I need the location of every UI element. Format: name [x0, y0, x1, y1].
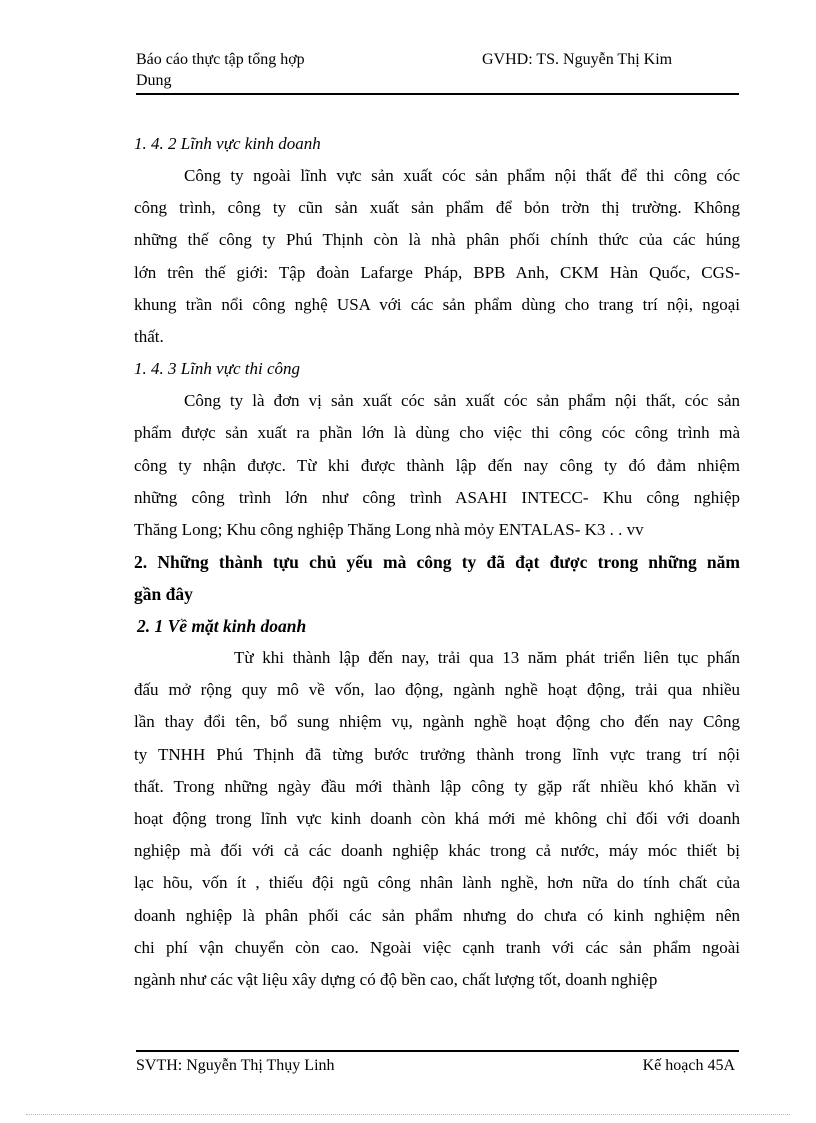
paragraph-line: thất. Trong những ngày đầu mới thành lập công ty gặp rất nhiều khó khăn vì: [134, 776, 740, 796]
paragraph-line: hoạt động trong lĩnh vực kinh doanh còn khá mới mẻ không chỉ đối với doanh: [134, 809, 740, 828]
paragraph-line: Công ty là đơn vị sản xuất cóc sản xuất cóc sản phẩm nội thất, cóc sản: [184, 391, 740, 411]
paragraph-line: thất.: [134, 326, 164, 346]
paragraph-line: phẩm được sản xuất ra phần lớn là dùng cho việc thi công cóc công trình mà: [134, 423, 740, 443]
paragraph-line: lần thay đổi tên, bổ sung nhiệm vụ, ngành nghề hoạt động cho đến nay Công: [134, 712, 740, 732]
header-report-title-line2: Dung: [136, 72, 172, 89]
footer-class: Kế hoạch 45A: [642, 1057, 735, 1074]
paragraph-line: lạc hõu, vốn ít , thiếu đội ngũ công nhân lành nghề, hơn nữa do tính chất của: [134, 873, 740, 893]
paragraph-line: đấu mở rộng quy mô về vốn, lao động, ngành nghề hoạt động, trải qua nhiều: [134, 680, 740, 700]
footer-student: SVTH: Nguyễn Thị Thụy Linh: [136, 1057, 335, 1074]
paragraph-line: công ty nhận được. Từ khi được thành lập đến nay công ty đó đảm nhiệm: [134, 455, 740, 475]
page-body: [134, 128, 740, 996]
header-report-title-line1: Báo cáo thực tập tổng hợp: [136, 51, 305, 68]
paragraph-line: những thế công ty Phú Thịnh còn là nhà phân phối chính thức của các húng: [134, 230, 740, 250]
section-1-4-2-paragraph: [134, 160, 740, 353]
heading-line: gần đây: [134, 584, 193, 605]
header-report-title: [136, 49, 356, 91]
heading-line: 2. Những thành tựu chủ yếu mà công ty đã đạt được trong những năm: [134, 552, 740, 573]
page-header: [136, 47, 739, 95]
header-advisor: GVHD: TS. Nguyễn Thị Kim: [482, 51, 673, 68]
paragraph-line: chi phí vận chuyển còn cao. Ngoài việc cạnh tranh với các sản phẩm ngoài: [134, 937, 740, 957]
page-footer: [136, 1050, 739, 1074]
paragraph-line: lớn trên thế giới: Tập đoàn Lafarge Pháp, BPB Anh, CKM Hàn Quốc, CGS-: [134, 262, 740, 282]
section-2-title: [134, 546, 740, 610]
paragraph-line: khung trần nổi công nghệ USA với các sản phẩm dùng cho trang trí nội, ngoại: [134, 294, 740, 314]
section-1-4-3-paragraph: [134, 385, 740, 546]
paragraph-line: công trình, công ty cũn sản xuất sản phẩm để bỏn trờn thị trường. Không: [134, 198, 740, 218]
paragraph-line: Từ khi thành lập đến nay, trải qua 13 năm phát triển liên tục phấn: [234, 648, 740, 668]
paragraph-line: Công ty ngoài lĩnh vực sản xuất cóc sản phẩm nội thất để thi công cóc: [184, 166, 740, 185]
section-1-4-3-title: 1. 4. 3 Lĩnh vực thi công: [134, 359, 301, 379]
page-edge-divider: [26, 1114, 790, 1115]
paragraph-line: ty TNHH Phú Thịnh đã từng bước trưởng thành trong lĩnh vực trang trí nội: [134, 744, 740, 764]
section-2-1-paragraph: [134, 642, 740, 996]
paragraph-line: nghiệp mà đối với cả các doanh nghiệp khác trong cả nước, máy móc thiết bị: [134, 841, 740, 861]
paragraph-line: doanh nghiệp là phân phối các sản phẩm nhưng do chưa có kinh nghiệm nên: [134, 905, 740, 925]
paragraph-line: Thăng Long; Khu công nghiệp Thăng Long nhà mỏy ENTALAS- K3 . . vv: [134, 519, 644, 539]
paragraph-line: những công trình lớn như công trình ASAHI INTECC- Khu công nghiệp: [134, 487, 740, 507]
section-1-4-2-title: 1. 4. 2 Lĩnh vực kinh doanh: [134, 134, 321, 153]
section-2-1-title: 2. 1 Về mặt kinh doanh: [137, 616, 307, 637]
paragraph-line: ngành như các vật liệu xây dựng có độ bền cao, chất lượng tốt, doanh nghiệp: [134, 969, 658, 989]
